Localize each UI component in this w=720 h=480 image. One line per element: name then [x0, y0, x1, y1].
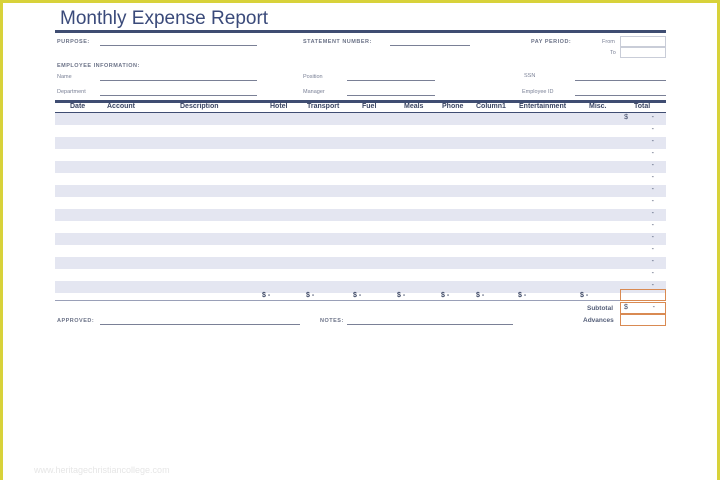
row-total: - [651, 126, 654, 133]
to-label: To [610, 50, 616, 56]
row-total: - [651, 114, 654, 121]
notes-label: NOTES: [320, 318, 344, 324]
report-title: Monthly Expense Report [60, 8, 269, 29]
sum-meals: $ - [397, 292, 406, 299]
name-field[interactable] [100, 80, 257, 81]
column-header-account: Account [107, 103, 135, 110]
table-row[interactable] [55, 257, 666, 269]
employee-id-label: Employee ID [522, 89, 554, 95]
from-label: From [602, 39, 615, 45]
subtotal-currency: $ [624, 304, 628, 311]
column-header-misc: Misc. [589, 103, 607, 110]
row-total: - [651, 210, 654, 217]
row-total: - [651, 222, 654, 229]
column-header-date: Date [70, 103, 86, 110]
column-header-transport: Transport [307, 103, 340, 110]
name-label: Name [57, 74, 72, 80]
column-header-entertainment: Entertainment [519, 103, 567, 110]
advances-cell[interactable] [620, 314, 666, 326]
row-total: - [651, 258, 654, 265]
watermark: www.heritagechristiancollege.com [34, 465, 170, 475]
manager-field[interactable] [347, 95, 435, 96]
employee-id-field[interactable] [575, 95, 666, 96]
row-total: - [651, 138, 654, 145]
table-row[interactable] [55, 221, 666, 233]
sum-column1: $ - [476, 292, 485, 299]
column-header-phone: Phone [442, 103, 464, 110]
table-row[interactable] [55, 113, 666, 125]
notes-field[interactable] [347, 324, 513, 325]
sum-transport: $ - [306, 292, 315, 299]
subtotal-value: - [652, 304, 655, 311]
column-header-hotel: Hotel [270, 103, 288, 110]
purpose-field[interactable] [100, 45, 257, 46]
department-label: Department [57, 89, 86, 95]
table-row[interactable] [55, 125, 666, 137]
row-total: - [651, 198, 654, 205]
pay-period-from-field[interactable] [620, 36, 666, 47]
sum-fuel: $ - [353, 292, 362, 299]
position-field[interactable] [347, 80, 435, 81]
row-currency: $ [624, 114, 628, 121]
statement-number-label: STATEMENT NUMBER: [303, 39, 372, 45]
purpose-label: PURPOSE: [57, 39, 90, 45]
position-label: Position [303, 74, 323, 80]
sum-hotel: $ - [262, 292, 271, 299]
row-total: - [651, 174, 654, 181]
approved-label: APPROVED: [57, 318, 95, 324]
ssn-label: SSN [524, 73, 536, 79]
table-row[interactable] [55, 173, 666, 185]
row-total: - [651, 282, 654, 289]
ssn-field[interactable] [575, 80, 666, 81]
table-row[interactable] [55, 137, 666, 149]
sum-entertainment: $ - [518, 292, 527, 299]
row-total: - [651, 150, 654, 157]
table-row[interactable] [55, 209, 666, 221]
subtotal-cell [620, 302, 666, 314]
table-row[interactable] [55, 233, 666, 245]
column-header-description: Description [180, 103, 219, 110]
sums-underline [55, 300, 620, 301]
column-header-total: Total [634, 103, 651, 110]
pay-period-label: PAY PERIOD: [531, 39, 572, 45]
table-row[interactable] [55, 161, 666, 173]
advances-label: Advances [583, 317, 614, 324]
manager-label: Manager [303, 89, 325, 95]
row-total: - [651, 162, 654, 169]
statement-number-field[interactable] [390, 45, 470, 46]
table-row[interactable] [55, 197, 666, 209]
row-total: - [651, 246, 654, 253]
row-total: - [651, 234, 654, 241]
table-row[interactable] [55, 269, 666, 281]
row-total: - [651, 270, 654, 277]
sum-phone: $ - [441, 292, 450, 299]
employee-information-label: EMPLOYEE INFORMATION: [57, 63, 140, 69]
pay-period-to-field[interactable] [620, 47, 666, 58]
table-row[interactable] [55, 149, 666, 161]
sum-misc: $ - [580, 292, 589, 299]
column-header-meals: Meals [404, 103, 424, 110]
title-divider [55, 30, 666, 33]
table-row[interactable] [55, 185, 666, 197]
column-header-column1: Column1 [476, 103, 506, 110]
table-row[interactable] [55, 245, 666, 257]
row-total: - [651, 186, 654, 193]
approved-field[interactable] [100, 324, 300, 325]
department-field[interactable] [100, 95, 257, 96]
column-header-fuel: Fuel [362, 103, 377, 110]
grand-total-cell [620, 289, 666, 301]
table-top-bar [55, 100, 666, 103]
subtotal-label: Subtotal [587, 305, 613, 312]
